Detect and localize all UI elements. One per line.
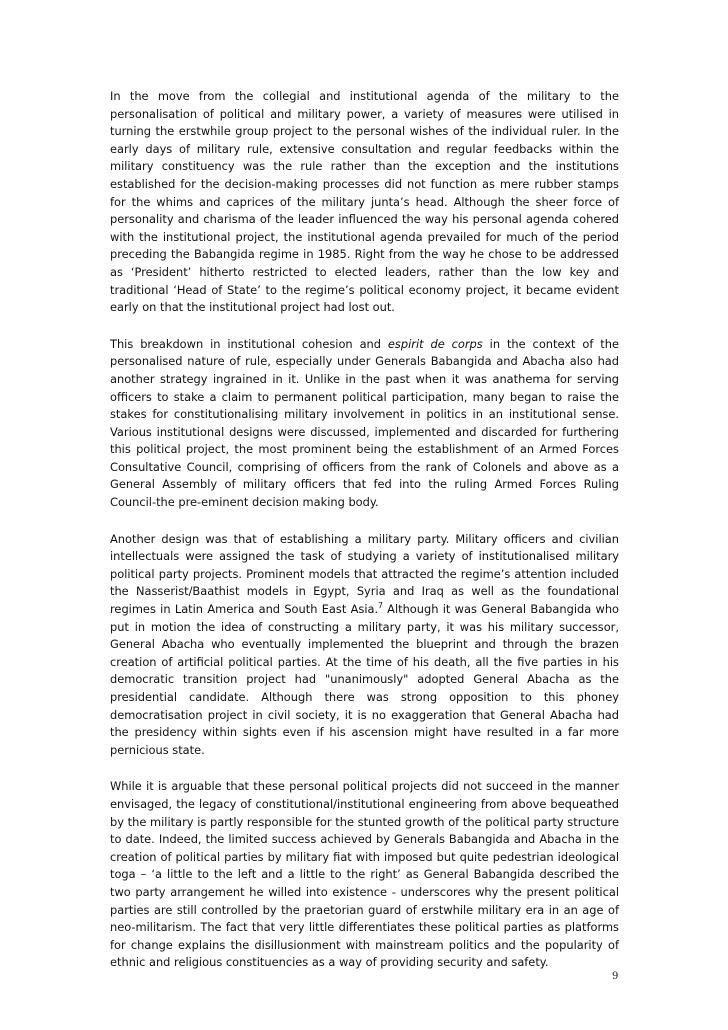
paragraph-4-text: While it is arguable that these personal political projects did not succeed in the manner envisaged, the legacy of constitutional/institutional engineering from above bequeathed by the military is partly responsible for the stunted growth of the political party structure to date. Indeed, the limited success achieved by Generals Babangida and Abacha in the creation of political parties by military fiat with imposed but quite pedestrian ideological toga – ‘a little to the left and a little to the right’ as General Babangida described the two party arrangement he willed into existence - underscores why the present political parties are still controlled by the praetorian guard of erstwhile military era in an age of neo-militarism. The fact that very little differentiates these political parties as platforms for change explains the disillusionment with mainstream politics and the popularity of ethnic and religious constituencies as a way of providing security and safety. [110, 779, 619, 970]
paragraph-3-text-a: Another design was that of establishing a military party. Military officers and civilian intellectuals were assigned the task of studying a variety of institutionalised military political party projects. Prominent models that attracted the regime’s attention included the Nasserist/Baathist models in Egypt, Syria and Iraq as well as the foundational regimes in Latin America and South East Asia. [110, 531, 619, 617]
footnote-reference: 7 [378, 601, 383, 611]
italic-phrase: espirit de corps [387, 336, 483, 351]
paragraph-3 [110, 531, 619, 760]
body-text [110, 88, 619, 991]
page-number: 9 [612, 971, 619, 982]
paragraph-2 [110, 336, 619, 512]
paragraph-1-text: In the move from the collegial and institutional agenda of the military to the personalisation of political and military power, a variety of measures were utilised in turning the erstwhile group project to the personal wishes of the individual ruler. In the early days of military rule, extensive consultation and regular feedbacks within the military constituency was the rule rather than the exception and the institutions established for the decision-making processes did not function as mere rubber stamps for the whims and caprices of the military junta’s head. Although the sheer force of personality and charisma of the leader influenced the way his personal agenda cohered with the institutional project, the institutional agenda prevailed for much of the period preceding the Babangida regime in 1985. Right from the way he chose to be addressed as ‘President’ hitherto restricted to elected leaders, rather than the low key and traditional ‘Head of State’ to the regime’s political economy project, it became evident early on that the institutional project had lost out. [110, 89, 619, 315]
paragraph-2-text-b: in the context of the personalised nature of rule, especially under Generals Babangida and Abacha also had another strategy ingrained in it. Unlike in the past when it was anathema for serving officers to stake a claim to permanent political participation, many began to raise the stakes for constitutionalising military involvement in politics in an institutional sense. Various institutional designs were discussed, implemented and discarded for furthering this political project, the most prominent being the establishment of an Armed Forces Consultative Council, comprising of officers from the rank of Colonels and above as a General Assembly of military officers that fed into the ruling Armed Forces Ruling Council-the pre-eminent decision making body. [110, 336, 619, 510]
paragraph-4 [110, 778, 619, 972]
paragraph-2-text-a: This breakdown in institutional cohesion and [110, 336, 388, 351]
paragraph-3-text-b: Although it was General Babangida who put in motion the idea of constructing a military party, it was his military successor, General Abacha who eventually implemented the blueprint and through the brazen creation of artificial political parties. At the time of his death, all the five parties in his democratic transition project had "unanimously" adopted General Abacha as the presidential candidate. Although there was strong opposition to this phoney democratisation project in civil society, it is no exaggeration that General Abacha had the presidency within sights even if his ascension might have resulted in a far more pernicious state. [110, 602, 620, 757]
paragraph-1 [110, 88, 619, 317]
